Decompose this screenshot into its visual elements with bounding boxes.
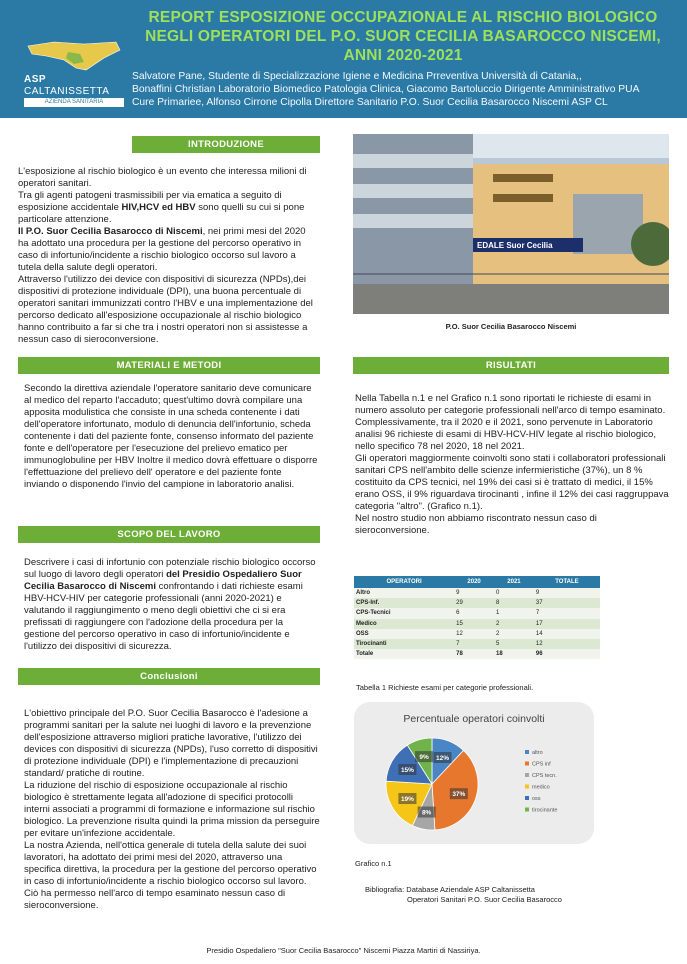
table-cell: 7 <box>534 608 600 618</box>
table-caption: Tabella 1 Richieste esami per categorie professionali. <box>356 683 534 692</box>
legend-swatch <box>525 762 529 766</box>
table-row <box>354 608 600 618</box>
chart-caption: Grafico n.1 <box>355 859 392 868</box>
section-heading-conclusioni: Conclusioni <box>18 668 320 685</box>
legend-label: CPS inf <box>532 761 551 768</box>
authors <box>132 70 682 109</box>
conclusioni-text: L'obiettivo principale del P.O. Suor Cecilia Basarocco è l'adesione a programmi sanitari per la salute nei luoghi di lavoro e la prevenzione dell'esposizione attraverso migliori pratiche lavorative, l'utilizzo dei devices con dispositivi di sicurezza (NPDs), l'uso corretto di dispositivi di protezione individuale (DPI) e l'implementazione di precauzioni standard/ pratiche di routine. La riduzione del rischio di esposizione occupazionale al rischio biologico è strettamente legata all'adozione di specifici protocolli interni associati a programmi di formazione e informazione sul rischio biologico. La prevenzione risulta quindi la prima mission da perseguire per evitare un'infezione accidentale. La nostra Azienda, nell'ottica generale di tutela della salute dei suoi lavoratori, ha adottato dei primi mesi del 2020, attraverso una specifica direttiva, la procedura per la gestione del percorso operativo in caso di infortunio/incidente a rischio biologico occorso sul lavoro. Ciò ha permesso nell'arco di tempo esaminato nessun caso di sieroconversione. <box>24 708 320 911</box>
pie-slice-label: 15% <box>400 766 414 774</box>
poster-title <box>128 8 678 65</box>
table-header: 2020 <box>454 576 494 588</box>
results-table <box>354 576 600 659</box>
intro-p3: Il P.O. Suor Cecilia Basarocco di Niscemi, nei primi mesi del 2020 ha adottato una procedura per la gestione del percorso operativo in caso di infortunio/incidente a rischio biologico occorso sul lavoro a tutela della salute degli operatori. <box>18 226 306 273</box>
pie-chart-panel <box>354 702 594 844</box>
author-line: Cure Primariee, Alfonso Cirrone Cipolla Direttore Sanitario P.O. Suor Cecilia Basarocco Niscemi ASP CL <box>132 97 608 108</box>
intro-text <box>18 166 318 346</box>
legend-label: oss <box>532 796 541 802</box>
table-cell: 37 <box>534 598 600 608</box>
table-row <box>354 639 600 649</box>
hospital-building-image <box>353 134 669 314</box>
table-header: TOTALE <box>534 576 600 588</box>
author-line: Salvatore Pane, Studente di Specializzazione Igiene e Medicina Prreventiva Università di Catania,, <box>132 71 582 82</box>
footer-address: Presidio Ospedaliero "Suor Cecilia Basarocco" Niscemi Piazza Martiri di Nassiriya. <box>206 946 481 955</box>
table-cell: Medico <box>354 619 454 629</box>
logo-line3: AZIENDA SANITARIA PROVINCIALE <box>24 98 124 107</box>
legend-swatch <box>525 796 529 800</box>
title-line: ANNI 2020-2021 <box>343 47 463 64</box>
intro-p2: Tra gli agenti patogeni trasmissibili per via ematica a seguito di esposizione accidentale HIV,HCV ed HBV sono quelli su cui si pone particolare attenzione. <box>18 190 305 225</box>
legend-swatch <box>525 808 529 812</box>
section-heading-scopo: SCOPO DEL LAVORO <box>18 526 320 543</box>
table-cell: 1 <box>494 608 534 618</box>
pie-slice-label: 9% <box>419 754 429 762</box>
table-cell: 2 <box>494 619 534 629</box>
section-heading-introduzione: INTRODUZIONE <box>132 136 320 153</box>
table-cell: 2 <box>494 629 534 639</box>
author-line: Bonaffini Christian Laboratorio Biomedico Patologia Clinica, Giacomo Bartoluccio Dirigente Amministrativo PUA <box>132 84 640 95</box>
title-line: NEGLI OPERATORI DEL P.O. SUOR CECILIA BASAROCCO NISCEMI, <box>145 28 661 45</box>
asp-logo <box>24 40 124 114</box>
table-total-row <box>354 649 600 659</box>
pie-slice-label: 19% <box>400 796 414 804</box>
table-cell: 9 <box>534 588 600 598</box>
title-line: REPORT ESPOSIZIONE OCCUPAZIONALE AL RISCHIO BIOLOGICO <box>148 9 658 26</box>
table-cell: 96 <box>534 649 600 659</box>
table-row <box>354 629 600 639</box>
table-header-row <box>354 576 600 588</box>
table-cell: 5 <box>494 639 534 649</box>
scopo-text: Descrivere i casi di infortunio con potenziale rischio biologico occorso sul luogo di lavoro degli operatori del Presidio Ospedaliero Suor Cecilia Basarocco di Niscemi confrontando i dati richieste esami HBV-HCV-HIV per categorie professionali (anni 2020-2021) e valutando il raggiungimento o meno degli obiettivi che ci si era prefissati di raggiungere con l'adozione della procedura per la gestione del percorso operativo in caso di infortunio/incidente e l'utilizzo dei dispositivi di sicurezza. <box>24 557 316 652</box>
table-cell: 12 <box>534 639 600 649</box>
table-cell: Tirocinanti <box>354 639 454 649</box>
bibliography-line: Bibliografia: Database Aziendale ASP Caltanissetta <box>365 885 535 894</box>
header-banner <box>0 0 687 118</box>
table-cell: 15 <box>454 619 494 629</box>
table-cell: 9 <box>454 588 494 598</box>
legend-swatch <box>525 773 529 777</box>
table-cell: OSS <box>354 629 454 639</box>
pie-chart <box>354 702 594 844</box>
risultati-text: Nella Tabella n.1 e nel Grafico n.1 sono riportati le richieste di esami in numero assoluto per categorie professionali nell'arco di tempo esaminato. Complessivamente, tra il 2020 e il 2021, sono pervenute in Laboratorio analisi 96 richieste di esami di HBV-HCV-HIV legate al rischio biologico, nello specifico 78 nel 2020, 18 nel 2021. Gli operatori maggiormente coinvolti sono stati i collaboratori professionali sanitari CPS nell'ambito delle scienze infermieristiche (37%), un 8 % costituito da CPS tecnici, nel 19% dei casi si è trattato di medici, il 15% erano OSS, il 9% riguardava tirocinanti , infine il 12% dei casi raggruppava categoria "altro". (Grafico n.1). Nel nostro studio non abbiamo riscontrato nessun caso di sieroconversione. <box>355 393 669 536</box>
legend-label: altro <box>532 750 543 756</box>
sicily-map-icon <box>24 40 124 74</box>
pie-slice-label: 37% <box>452 791 466 799</box>
table-cell: 6 <box>454 608 494 618</box>
bibliography <box>365 885 562 905</box>
table-cell: Altro <box>354 588 454 598</box>
table-cell: 18 <box>494 649 534 659</box>
table-cell: 17 <box>534 619 600 629</box>
legend-label: medico <box>532 784 550 791</box>
logo-line1: ASP <box>24 74 47 85</box>
photo-caption: P.O. Suor Cecilia Basarocco Niscemi <box>445 322 577 331</box>
table-cell: 29 <box>454 598 494 608</box>
hospital-photo <box>353 134 669 314</box>
bibliography-line: Operatori Sanitari P.O. Suor Cecilia Basarocco <box>407 895 562 904</box>
legend-label: tirocinante <box>532 807 558 814</box>
intro-p1: L'esposizione al rischio biologico è un evento che interessa milioni di operatori sanitari. <box>18 166 307 189</box>
table-cell: 7 <box>454 639 494 649</box>
table-row <box>354 619 600 629</box>
chart-title: Percentuale operatori coinvolti <box>403 713 545 725</box>
table-cell: CPS-Tecnici <box>354 608 454 618</box>
building-sign-text: EDALE Suor Cecilia <box>477 241 553 250</box>
section-heading-materiali: MATERIALI E METODI <box>18 357 320 374</box>
table-row <box>354 588 600 598</box>
legend-swatch <box>525 750 529 754</box>
intro-p4: Attraverso l'utilizzo dei device con dispositivi di sicurezza (NPDs),dei dispositivi di protezione individuale (DPI), una buona percentuale di operatori sanitari immunizzati contro l'HBV e una implementazione del percorso dedicato all'esposizione occupazionale al rischio biologico hanno contribuito a far si che tra i nostri operatori non si assistesse a nessun caso di sieroconversione. <box>18 274 313 345</box>
table-cell: 8 <box>494 598 534 608</box>
pie-slice-label: 8% <box>421 809 432 817</box>
legend-label: CPS tecn. <box>532 773 557 779</box>
table-cell: 0 <box>494 588 534 598</box>
table-cell: 12 <box>454 629 494 639</box>
materiali-text: Secondo la direttiva aziendale l'operatore sanitario deve comunicare al medico del reparto l'accaduto; quest'ultimo dovrà compilare una apposita modulistica che consiste in una scheda contenente i dati dell'operatore infortunato, modulo di denuncia dell'infortunio, scheda contenente i dati del paziente fonte, consenso informato del paziente fonte e dell'operatore per l'esecuzione del prelievo ematico per immunoglobuline per HBV Inoltre il medico dovrà effettuare o disporre l'effettuazione del prelievo dell' operatore e del paziente fonte inviando o disponendo l'invio del campione in laboratorio analisi. <box>24 383 318 490</box>
section-heading-risultati: RISULTATI <box>353 357 669 374</box>
table-row <box>354 598 600 608</box>
legend-swatch <box>525 785 529 789</box>
table-cell: Totale <box>354 649 454 659</box>
logo-line2: CALTANISSETTA <box>24 86 110 97</box>
pie-slice-label: 12% <box>435 754 450 762</box>
table-header: OPERATORI <box>354 576 454 588</box>
table-cell: 78 <box>454 649 494 659</box>
table-header: 2021 <box>494 576 534 588</box>
table-cell: 14 <box>534 629 600 639</box>
table-cell: CPS-Inf. <box>354 598 454 608</box>
